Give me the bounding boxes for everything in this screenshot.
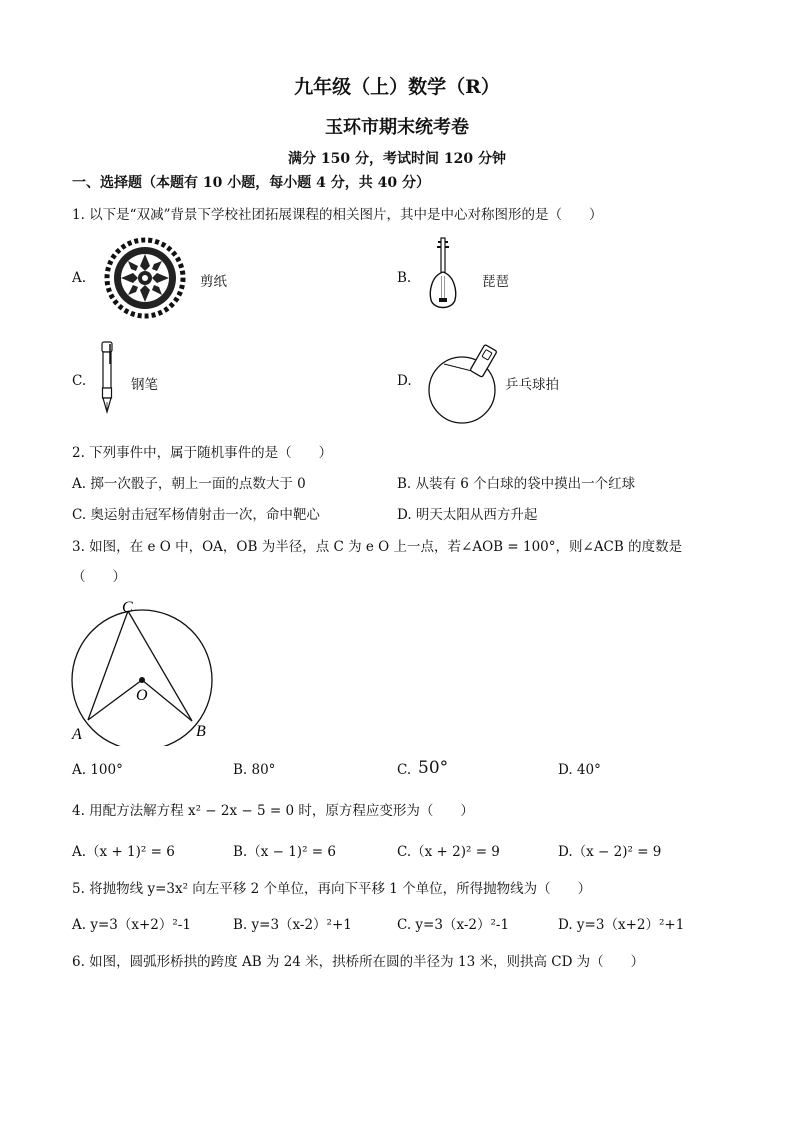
q3-option-b: B. 80° <box>233 762 276 778</box>
q5-stem: 5. 将抛物线 y=3x² 向左平移 2 个单位，再向下平移 1 个单位，所得抛物线为（ ） <box>72 881 592 897</box>
exam-info: 满分 150 分，考试时间 120 分钟 <box>288 151 506 167</box>
q5-option-b: B. y=3（x-2）²+1 <box>233 917 352 933</box>
exam-subtitle: 玉环市期末统考卷 <box>325 117 469 138</box>
ping-pong-paddle-icon <box>426 338 506 432</box>
q2-option-b: B. 从装有 6 个白球的袋中摸出一个红球 <box>397 476 636 492</box>
q3-label-b: B <box>196 723 206 740</box>
q3-stem-line2: （ ） <box>72 569 126 585</box>
q1-option-b-caption: 琵琶 <box>482 274 509 290</box>
q1-option-a-caption: 剪纸 <box>200 274 227 290</box>
q4-stem: 4. 用配方法解方程 x² − 2x − 5 = 0 时，原方程应变形为（ ） <box>72 803 474 819</box>
q4-option-d: D.（x − 2)² = 9 <box>558 844 662 860</box>
q2-option-a: A. 掷一次骰子，朝上一面的点数大于 0 <box>72 476 306 492</box>
q1-stem: 1. 以下是“双减”背景下学校社团拓展课程的相关图片，其中是中心对称图形的是（ ） <box>72 207 603 223</box>
q1-option-c-letter: C. <box>72 373 87 389</box>
q3-label-a: A <box>72 726 82 743</box>
q1-option-b-letter: B. <box>397 270 412 286</box>
q2-option-c: C. 奥运射击冠军杨倩射击一次，命中靶心 <box>72 507 320 523</box>
q1-option-d-letter: D. <box>397 373 412 389</box>
q5-option-c: C. y=3（x-2）²-1 <box>397 917 510 933</box>
q3-circle-figure <box>62 594 222 750</box>
section-heading: 一、选择题（本题有 10 小题，每小题 4 分，共 40 分） <box>72 175 430 191</box>
q5-option-d: D. y=3（x+2）²+1 <box>558 917 685 933</box>
pipa-icon <box>425 236 461 318</box>
q3-option-c: C. <box>397 762 412 778</box>
q3-label-c: C <box>122 599 133 616</box>
q5-option-a: A. y=3（x+2）²-1 <box>72 917 191 933</box>
q3-option-a: A. 100° <box>72 762 123 778</box>
q4-option-c: C.（x + 2)² = 9 <box>397 844 500 860</box>
paper-cut-icon <box>103 236 187 324</box>
q1-option-a-letter: A. <box>72 270 87 286</box>
q4-option-a: A.（x + 1)² = 6 <box>72 844 175 860</box>
q3-option-d: D. 40° <box>558 762 601 778</box>
q2-stem: 2. 下列事件中，属于随机事件的是（ ） <box>72 445 333 461</box>
exam-title: 九年级（上）数学（R） <box>294 76 500 98</box>
q4-option-b: B.（x − 1)² = 6 <box>233 844 336 860</box>
q3-label-o: O <box>136 687 148 704</box>
q2-option-d: D. 明天太阳从西方升起 <box>397 507 538 523</box>
q1-option-c-caption: 钢笔 <box>131 377 158 393</box>
q6-stem: 6. 如图，圆弧形桥拱的跨度 AB 为 24 米，拱桥所在圆的半径为 13 米，则拱高 CD 为（ ） <box>72 954 645 970</box>
q3-stem-line1: 3. 如图，在 e O 中，OA，OB 为半径，点 C 为 e O 上一点，若∠AOB = 100°，则∠ACB 的度数是 <box>72 539 683 555</box>
q1-option-d-caption: 乒乓球拍 <box>505 377 559 393</box>
q3-option-c-value: 50° <box>418 758 449 778</box>
fountain-pen-icon <box>96 340 118 420</box>
